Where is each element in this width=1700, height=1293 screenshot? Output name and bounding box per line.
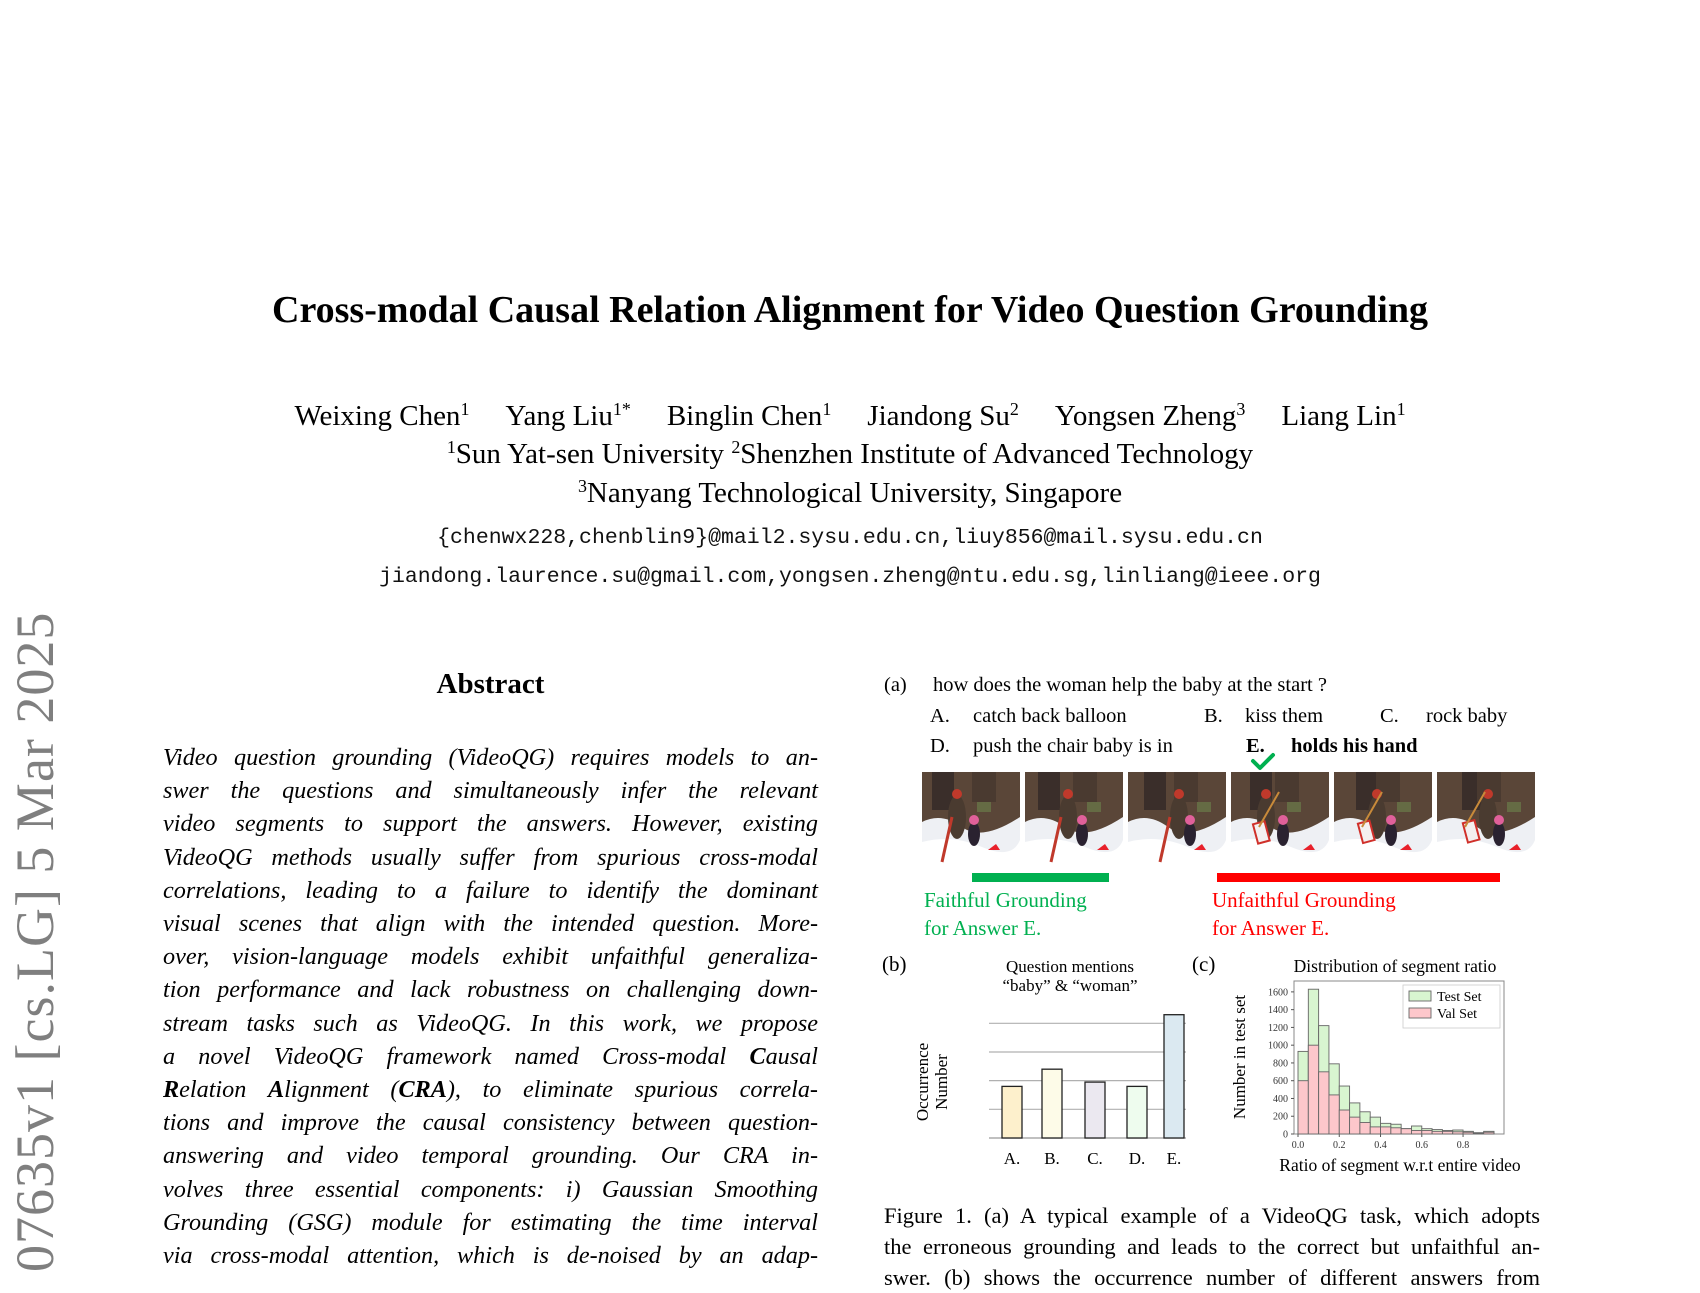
- video-frames-strip: [922, 772, 1546, 892]
- unfaithful-label-line1: Unfaithful Grounding: [1212, 888, 1396, 912]
- option-d-text: push the chair baby is in: [973, 735, 1173, 757]
- faithful-grounding-label: [924, 886, 1087, 942]
- abstract-line: Video question grounding (VideoQG) requires models to an-: [163, 744, 818, 771]
- option-e-key: E.: [1246, 735, 1265, 757]
- affiliation-line-2: $^3$Nanyang Technological University, Singapore: [577, 476, 1123, 509]
- ytick: 1600: [1268, 987, 1288, 999]
- hist-bar-val: [1401, 1129, 1411, 1134]
- unfaithful-grounding-bar: [1217, 873, 1500, 882]
- option-e-text: holds his hand: [1291, 735, 1418, 757]
- email-line-2: jiandong.laurence.su@gmail.com,yongsen.zheng@ntu.edu.sg,linliang@ieee.org: [379, 565, 1321, 589]
- ytick: 1400: [1268, 1005, 1288, 1017]
- chart-b-title-line1: Question mentions: [1006, 957, 1134, 976]
- panel-c-label: (c): [1192, 952, 1216, 976]
- author-4: Jiandong Su$^2$: [867, 399, 1019, 432]
- video-frame-6: [1437, 772, 1535, 868]
- hist-bar-val: [1463, 1132, 1473, 1134]
- bar-B: [1042, 1069, 1062, 1138]
- paper-title: Cross-modal Causal Relation Alignment for Video Question Grounding: [272, 289, 1428, 331]
- hist-bar-val: [1329, 1095, 1339, 1134]
- arxiv-stamp-text: 07635v1 [cs.LG] 5 Mar 2025: [5, 611, 65, 1272]
- xtick-label: B.: [1044, 1149, 1060, 1168]
- chart-b-title-line2: “baby” & “woman”: [1002, 976, 1138, 995]
- ytick: 800: [1273, 1058, 1288, 1070]
- video-frame-4: [1231, 772, 1329, 868]
- option-c-key: C.: [1380, 705, 1399, 727]
- hist-bar-val: [1319, 1072, 1329, 1134]
- hist-bar-val: [1339, 1110, 1349, 1134]
- faithful-label-line2: for Answer E.: [924, 916, 1042, 940]
- panel-c-histogram: [1225, 952, 1555, 1182]
- author-list: [0, 400, 1700, 433]
- hist-bar-val: [1422, 1130, 1432, 1134]
- xtick-label: D.: [1128, 1149, 1146, 1168]
- ytick: 600: [1273, 1076, 1288, 1088]
- abstract-line: over, vision-language models exhibit unfaithful generaliza-: [163, 943, 818, 971]
- panel-a-label: (a): [884, 674, 907, 696]
- chart-b-ylabel-line1: Occurrence: [913, 1042, 932, 1122]
- xtick: 0.2: [1333, 1140, 1346, 1151]
- bar-A: [1002, 1086, 1022, 1138]
- hist-bar-val: [1350, 1117, 1360, 1134]
- abstract-line: volves three essential components: i) Gaussian Smoothing: [163, 1175, 818, 1203]
- ytick: 1000: [1268, 1040, 1288, 1052]
- hist-bar-val: [1432, 1131, 1442, 1134]
- video-frame-5: [1334, 772, 1432, 868]
- abstract-line: correlations, leading to a failure to identify the dominant: [163, 876, 818, 904]
- xtick: 0.8: [1456, 1140, 1470, 1151]
- hist-bar-val: [1453, 1132, 1463, 1134]
- figure-caption: [884, 1200, 1540, 1293]
- hist-bar-val: [1473, 1133, 1483, 1134]
- abstract-body: [163, 741, 818, 1272]
- check-icon: [1250, 752, 1276, 772]
- question-text: how does the woman help the baby at the start ?: [933, 674, 1327, 696]
- abstract-line: a novel VideoQG framework named Cross-modal Causal: [163, 1042, 818, 1070]
- xtick: 0.0: [1291, 1140, 1305, 1151]
- option-c-text: rock baby: [1426, 705, 1508, 727]
- video-frame-3: [1128, 772, 1226, 868]
- caption-line: Figure 1. (a) A typical example of a VideoQG task, which adopts: [884, 1203, 1540, 1228]
- author-1: Weixing Chen$^1$: [294, 399, 470, 432]
- hist-bar-val: [1308, 1045, 1318, 1134]
- chart-b-ylabel-line2: Number: [932, 1054, 951, 1110]
- chart-c-xlabel: Ratio of segment w.r.t entire video: [1279, 1155, 1521, 1175]
- option-d-key: D.: [930, 735, 950, 757]
- abstract-line: tion performance and lack robustness on challenging down-: [163, 976, 818, 1004]
- abstract-line: swer the questions and simultaneously infer the relevant: [163, 777, 818, 805]
- abstract-line: stream tasks such as VideoQG. In this work, we propose: [163, 1009, 818, 1037]
- hist-bar-val: [1298, 1081, 1308, 1134]
- faithful-grounding-bar: [972, 873, 1109, 882]
- abstract-line: Relation Alignment (CRA), to eliminate spurious correla-: [163, 1076, 818, 1104]
- author-2: Yang Liu$^{1*}$: [505, 399, 631, 432]
- abstract-line: tions and improve the causal consistency between question-: [163, 1109, 818, 1137]
- legend-swatch: [1409, 1008, 1431, 1018]
- ytick: 400: [1273, 1093, 1288, 1105]
- video-frame-2: [1025, 772, 1123, 868]
- author-3: Binglin Chen$^1$: [666, 399, 832, 432]
- hist-bar-val: [1381, 1127, 1391, 1134]
- hist-bar-val: [1370, 1127, 1380, 1134]
- hist-bar-val: [1442, 1131, 1452, 1134]
- ytick: 200: [1273, 1111, 1288, 1123]
- option-a-key: A.: [930, 705, 950, 727]
- affiliation-line-1: $^1$Sun Yat-sen University $^2$Shenzhen Institute of Advanced Technology: [446, 437, 1254, 470]
- legend-swatch: [1409, 991, 1431, 1001]
- caption-line: the erroneous grounding and leads to the correct but unfaithful an-: [884, 1234, 1540, 1259]
- author-5: Yongsen Zheng$^3$: [1054, 399, 1246, 432]
- hist-bar-val: [1391, 1128, 1401, 1134]
- panel-b-label: (b): [882, 952, 907, 976]
- video-frame-1: [922, 772, 1020, 868]
- bar-D: [1127, 1086, 1147, 1138]
- bar-E: [1164, 1015, 1184, 1138]
- abstract-heading: Abstract: [436, 668, 545, 700]
- hist-bar-val: [1411, 1130, 1421, 1134]
- chart-c-title: Distribution of segment ratio: [1293, 956, 1497, 976]
- xtick-label: A.: [1003, 1149, 1021, 1168]
- bar-C: [1085, 1082, 1105, 1138]
- abstract-line: visual scenes that align with the intended question. More-: [163, 910, 818, 938]
- chart-c-ylabel: Number in test set: [1230, 994, 1249, 1120]
- abstract-line: answering and video temporal grounding. Our CRA in-: [163, 1142, 818, 1170]
- email-line-1: {chenwx228,chenblin9}@mail2.sysu.edu.cn,liuy856@mail.sysu.edu.cn: [437, 526, 1263, 550]
- abstract-line: VideoQG methods usually suffer from spurious cross-modal: [163, 843, 818, 871]
- legend-label: Test Set: [1437, 990, 1482, 1005]
- hist-bar-val: [1484, 1132, 1494, 1134]
- unfaithful-label-line2: for Answer E.: [1212, 916, 1330, 940]
- hist-bar-val: [1360, 1122, 1370, 1134]
- faithful-label-line1: Faithful Grounding: [924, 888, 1087, 912]
- xtick-label: C.: [1087, 1149, 1103, 1168]
- abstract-line: Grounding (GSG) module for estimating the time interval: [163, 1208, 818, 1236]
- panel-b-bar-chart: [905, 952, 1195, 1177]
- ytick: 0: [1283, 1129, 1288, 1141]
- abstract-line: via cross-modal attention, which is de-noised by an adap-: [163, 1242, 818, 1270]
- option-b-text: kiss them: [1245, 705, 1324, 727]
- option-a-text: catch back balloon: [973, 705, 1127, 727]
- xtick-label: E.: [1166, 1149, 1182, 1168]
- option-b-key: B.: [1204, 705, 1223, 727]
- ytick: 1200: [1268, 1022, 1288, 1034]
- xtick: 0.4: [1374, 1140, 1387, 1151]
- abstract-line: video segments to support the answers. However, existing: [163, 810, 818, 838]
- xtick: 0.6: [1415, 1140, 1429, 1151]
- caption-line: swer. (b) shows the occurrence number of different answers from: [884, 1265, 1540, 1290]
- legend-label: Val Set: [1437, 1007, 1478, 1022]
- unfaithful-grounding-label: [1212, 886, 1396, 942]
- arxiv-stamp: [0, 600, 76, 1280]
- author-6: Liang Lin$^1$: [1281, 399, 1406, 432]
